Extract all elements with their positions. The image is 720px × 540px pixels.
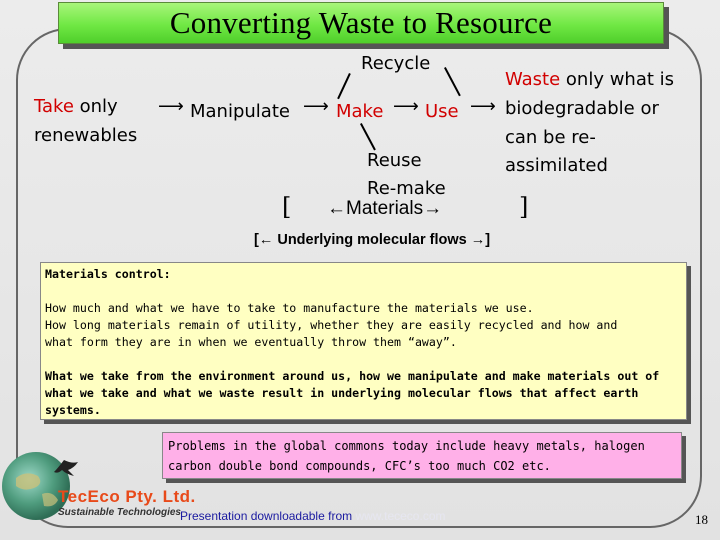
- bracket-open: [: [282, 193, 292, 221]
- waste-line-1-rest: only what is: [560, 69, 675, 90]
- waste-line-2: biodegradable or: [505, 98, 659, 119]
- renewables-text: renewables: [34, 125, 138, 146]
- waste-line-4: assimilated: [505, 155, 608, 176]
- underlying-flows-text: [← Underlying molecular flows →]: [254, 232, 491, 248]
- materials-para-1-line-1: How much and what we have to take to manufacture the materials we use.: [45, 301, 534, 315]
- logo-tagline: Sustainable Technologies: [58, 507, 181, 518]
- bracket-close: ]: [519, 193, 529, 221]
- materials-para-2-line-1: What we take from the environment around us, how we manipulate and make materials out of: [45, 369, 660, 383]
- waste-word: Waste: [505, 69, 561, 90]
- footer-link[interactable]: www.tececo.com: [355, 509, 446, 523]
- materials-text: ←Materials→: [327, 198, 443, 219]
- materials-para-1-line-2: How long materials remain of utility, whether they are easily recycled and how and: [45, 318, 618, 332]
- take-rest: only: [73, 96, 118, 117]
- manipulate-text: Manipulate: [190, 101, 290, 122]
- slide-title: Converting Waste to Resource: [169, 5, 553, 40]
- take-word: Take: [34, 96, 74, 117]
- waste-line-1: [505, 69, 674, 90]
- take-only-text: [34, 96, 118, 117]
- logo-name: TecEco Pty. Ltd.: [58, 487, 196, 506]
- materials-control-box: [40, 262, 687, 420]
- make-text: Make: [336, 101, 384, 122]
- materials-control-heading: Materials control:: [45, 267, 171, 281]
- arrow-right-icon: ⟶: [158, 96, 184, 117]
- reuse-text: Reuse: [367, 150, 422, 171]
- recycle-text: Recycle: [361, 53, 431, 74]
- footer-text: Presentation downloadable from: [180, 509, 356, 523]
- problems-box: [162, 432, 682, 479]
- footer-note: [180, 509, 445, 523]
- use-text: Use: [425, 101, 459, 122]
- waste-line-3: can be re-: [505, 127, 596, 148]
- materials-para-2-line-2: what we take and what we waste result in underlying molecular flows that affect earth systems.: [45, 386, 639, 417]
- problems-line-2: carbon double bond compounds, CFC’s too much CO2 etc.: [168, 459, 551, 473]
- materials-para-1-line-3: what form they are in when we eventually throw them “away”.: [45, 335, 457, 349]
- page-number: 18: [695, 512, 708, 527]
- arrow-right-icon: ⟶: [303, 96, 329, 117]
- problems-line-1: Problems in the global commons today include heavy metals, halogen: [168, 439, 645, 453]
- arrow-right-icon: ⟶: [393, 96, 419, 117]
- title-banner: [58, 2, 664, 44]
- arrow-right-icon: ⟶: [470, 96, 496, 117]
- remake-text: Re-make: [367, 178, 446, 199]
